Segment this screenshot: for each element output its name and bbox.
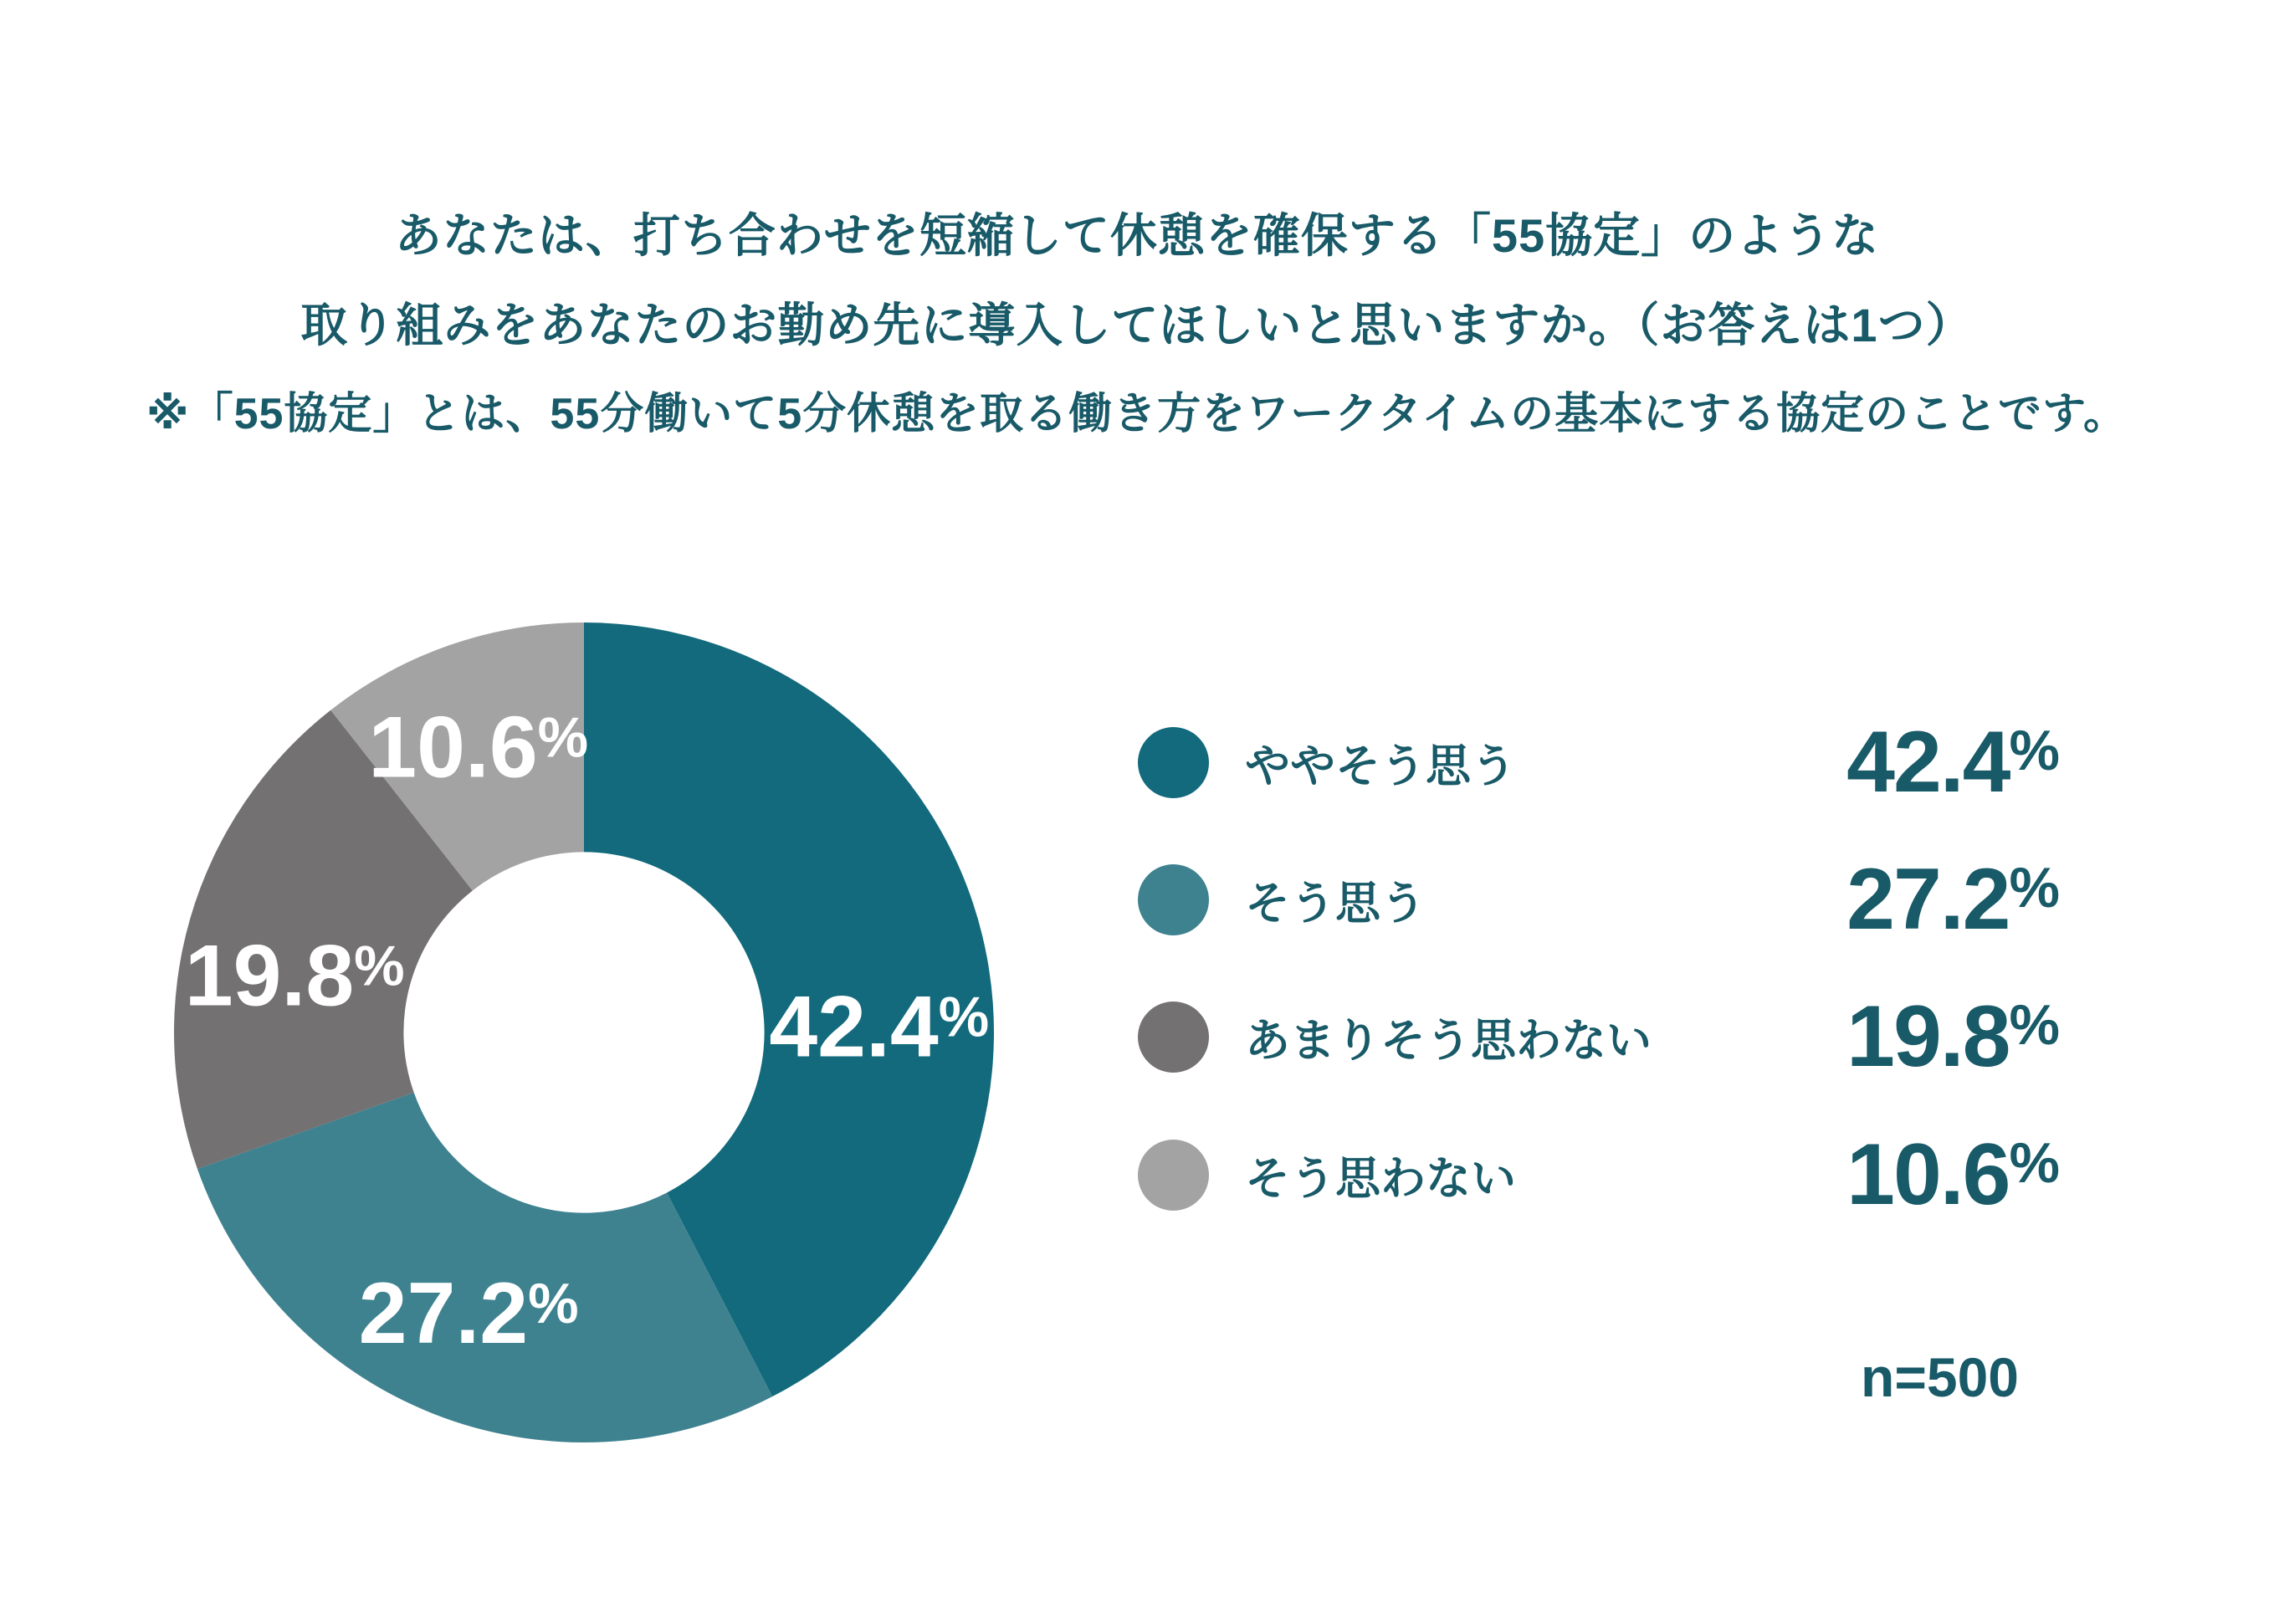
legend-label-agree: そう思う [1245, 878, 1426, 929]
legend-value-somewhat-agree: 42.4% [1846, 713, 2060, 811]
legend-item-somewhat-disagree [1138, 986, 2060, 1087]
legend-value-somewhat-disagree: 19.8% [1846, 987, 2060, 1085]
donut-label-2: 19.8% [184, 927, 405, 1025]
legend-swatch-somewhat-disagree [1138, 1002, 1209, 1073]
donut-label-3: 10.6% [368, 699, 589, 797]
legend-item-disagree [1138, 1125, 2060, 1225]
title-line-1: あなたは、打ち合わせを短縮して休憩を確保する「55協定」のような [394, 209, 1880, 262]
legend-label-disagree: そう思わない [1245, 1153, 1516, 1204]
donut-label-0: 42.4% [769, 978, 990, 1076]
sample-size-label: n=500 [1861, 1346, 2019, 1408]
legend-swatch-disagree [1138, 1140, 1209, 1211]
legend-label-somewhat-agree: ややそう思う [1245, 740, 1516, 792]
legend-label-somewhat-disagree: あまりそう思わない [1245, 1015, 1652, 1066]
title-footnote: ※「55協定」とは、55分働いて5分休憩を取る働き方をワークタイムの基本にする協定のことです。 [146, 390, 2128, 438]
legend-item-agree [1138, 849, 2060, 950]
legend-swatch-agree [1138, 864, 1209, 935]
chart-question-title [0, 191, 2274, 459]
title-line-2: 取り組みをあなたのお勤め先に導入してほしいと思いますか。（お答えは1つ） [300, 299, 1974, 351]
legend-value-agree: 27.2% [1846, 850, 2060, 948]
donut-label-1: 27.2% [358, 1265, 579, 1362]
legend-item-somewhat-agree [1138, 712, 2060, 812]
legend-value-disagree: 10.6% [1846, 1125, 2060, 1223]
donut-chart [157, 606, 1011, 1459]
legend-swatch-somewhat-agree [1138, 727, 1209, 798]
